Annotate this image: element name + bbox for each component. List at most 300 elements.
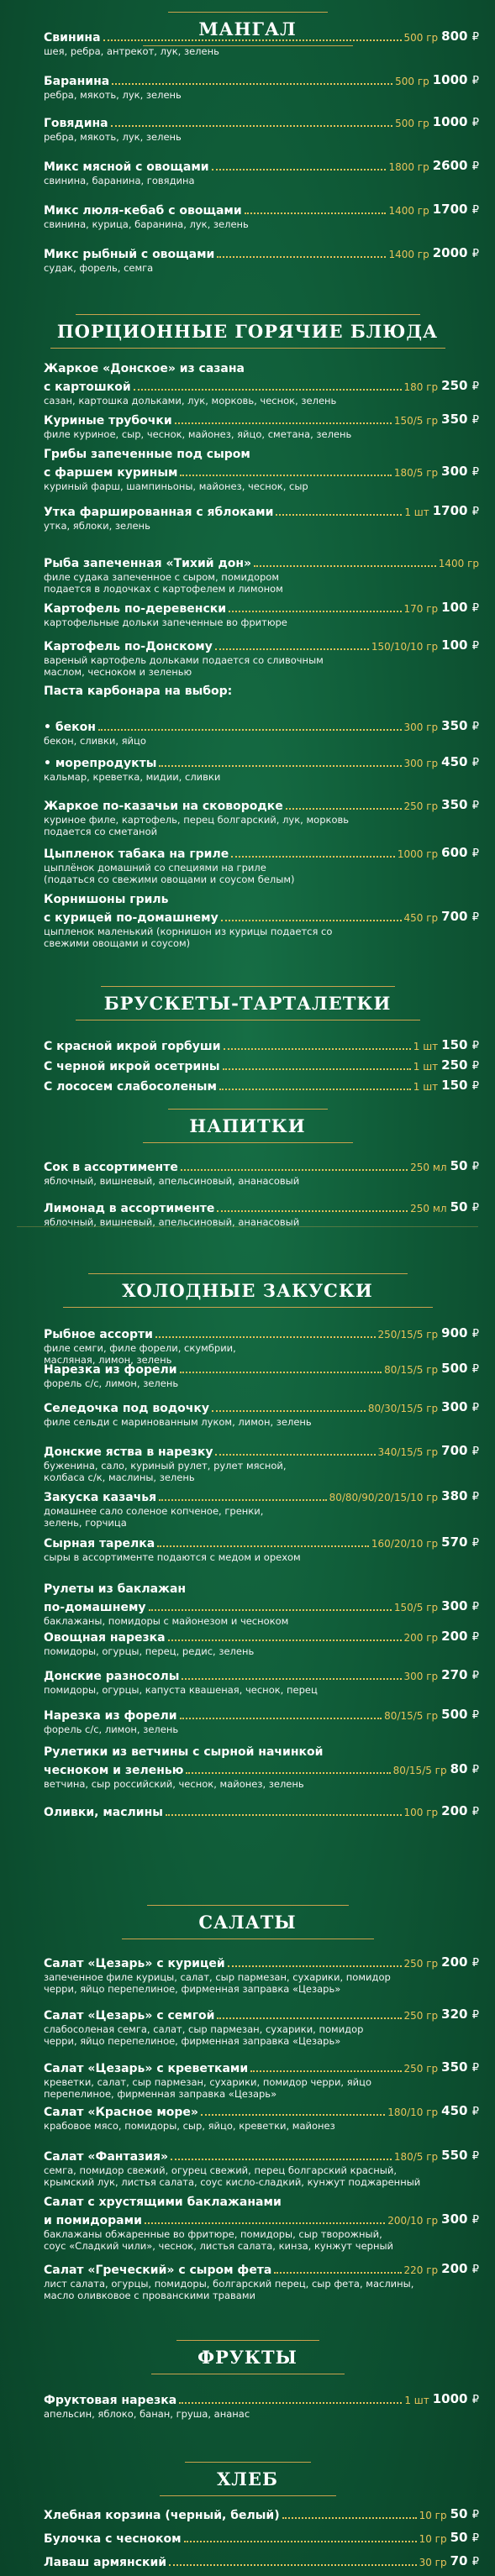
item-name: с курицей по-домашнему [44,911,219,925]
dot-leader [229,611,401,612]
price-value: 700 [441,909,468,924]
item-weight: 250 гр [403,1958,439,1970]
item-price [450,2506,479,2523]
item-weight: 340/15/5 гр [377,1446,439,1458]
dot-leader [169,2564,416,2566]
menu-item [44,1198,479,1228]
item-description: крабовое мясо, помидоры, сыр, яйцо, креветки, майонез [44,2120,335,2132]
dot-leader [111,125,392,127]
item-description: слабосоленая семга, салат, сыр пармезан, сухарики, помидор [44,2023,364,2035]
price-value: 300 [441,1399,468,1414]
currency-symbol: ₽ [471,911,479,924]
menu-item [44,2101,479,2132]
item-weight: 150/5 гр [393,415,439,427]
item-title-row [44,1157,479,1175]
item-price [433,158,479,175]
item-price [441,412,479,428]
menu-item [44,1705,479,1735]
currency-symbol: ₽ [471,640,479,653]
section-divider [17,1226,478,1227]
price-value: 350 [441,797,468,812]
item-name: Салат «Цезарь» с курицей [44,1957,225,1970]
item-description: запеченное филе курицы, салат, сыр пармезан, сухарики, помидор [44,1971,391,1983]
item-price [433,245,479,262]
item-name: Микс рыбный с овощами [44,248,215,261]
item-name: Овощная нарезка [44,1631,166,1645]
dot-leader [103,39,402,41]
price-value: 200 [441,1954,468,1970]
item-weight: 200 гр [403,1632,439,1644]
dot-leader [186,1772,390,1774]
price-value: 1000 [432,2391,468,2406]
item-price [433,2391,479,2408]
item-description: шея, ребра, антрекот, лук, зелень [44,45,219,57]
heading-rule-bottom [160,2495,336,2496]
item-description: подается со сметаной [44,826,158,837]
item-title-row [44,1441,479,1460]
item-weight: 500 гр [395,118,429,129]
currency-symbol: ₽ [471,1601,479,1613]
item-title-row [44,1036,479,1054]
item-title-row [44,1198,479,1216]
price-value: 500 [441,1361,468,1376]
price-value: 50 [450,2530,468,2545]
section-title: БРУСКЕТЫ-ТАРТАЛЕТКИ [103,993,392,1014]
item-description: маслом, чесноком и зеленью [44,666,192,678]
item-weight: 80/15/5 гр [392,1765,447,1776]
item-weight: 250 гр [403,2063,439,2075]
item-description: куриный фарш, шампиньоны, майонез, чеснок, сыр [44,480,308,492]
item-name: Баранина [44,75,110,88]
section-title: ХЛЕБ [217,2468,278,2489]
currency-symbol: ₽ [471,1491,479,1503]
section-title: ФРУКТЫ [197,2347,298,2368]
item-title-row [44,753,479,771]
dot-leader [180,475,391,476]
item-description: филе семги, филе форели, скумбрии, [44,1342,236,1354]
menu-item [44,410,479,440]
menu-item [44,501,479,532]
item-weight: 10 гр [419,2510,447,2521]
item-weight: 1800 гр [388,161,429,173]
item-description: ветчина, сыр российский, чеснок, майонез, зелень [44,1778,304,1790]
item-price [450,1199,479,1216]
dot-leader [180,1372,382,1373]
item-name: Хлебная корзина (черный, белый) [44,2509,280,2522]
item-name: Салат с хрустящими баклажанами [44,2196,282,2209]
item-description: креветки, салат, сыр пармезан, сухарики, помидор черри, яйцо [44,2076,371,2088]
item-name: С черной икрой осетрины [44,1060,220,1073]
dot-leader [215,648,369,650]
item-price [441,2007,479,2023]
item-name: Сырная тарелка [44,1537,155,1550]
dot-leader [274,2272,401,2274]
item-title-row [44,598,479,616]
item-description: лист салата, огурцы, помидоры, болгарский перец, сыр фета, маслины, [44,2278,414,2290]
menu-item [44,1036,479,1054]
item-description: картофельные дольки запеченные во фритюре [44,616,287,628]
price-value: 500 [441,1707,468,1722]
item-title-row [44,1666,479,1684]
item-title-row [44,71,479,89]
item-price [441,1488,479,1505]
item-weight: 180/5 гр [393,2151,439,2163]
item-description: цыпленок маленький (корнишон из курицы подается со [44,926,333,937]
menu-item [44,1627,479,1657]
currency-symbol: ₽ [471,31,479,44]
item-name: с картошкой [44,380,131,394]
item-title-row [44,1627,479,1645]
item-weight: 1400 гр [388,205,429,217]
item-title-row [44,2058,479,2076]
dot-leader [221,920,402,921]
currency-symbol: ₽ [471,160,479,173]
item-title-row [44,907,479,926]
subheading: Паста карбонара на выбор: [44,685,233,698]
item-name: С лососем слабосоленым [44,1080,217,1094]
item-title-row [44,1487,479,1505]
menu-item [44,2005,479,2047]
price-value: 380 [441,1488,468,1503]
menu-item [44,1802,479,1820]
price-value: 450 [441,754,468,769]
menu-item [44,361,479,407]
dot-leader [181,1169,408,1171]
item-name: Говядина [44,117,108,130]
currency-symbol: ₽ [471,1202,479,1215]
item-title-row [44,2101,479,2120]
price-value: 350 [441,718,468,733]
price-value: 150 [441,1078,468,1093]
menu-item [44,1056,479,1074]
price-value: 350 [441,412,468,427]
item-name: Жаркое «Донское» из сазана [44,362,245,375]
menu-item [44,2505,479,2523]
item-price [441,1325,479,1342]
price-value: 50 [450,1158,468,1173]
item-title-row [44,1398,479,1416]
dot-leader [217,1210,408,1212]
price-value: 600 [441,845,468,860]
item-name: Фруктовая нарезка [44,2394,177,2407]
item-description: помидоры, огурцы, перец, редис, зелень [44,1645,255,1657]
currency-symbol: ₽ [471,1402,479,1414]
price-value: 200 [441,1629,468,1644]
item-title-row [44,27,479,45]
item-title-row [44,2146,479,2164]
price-value: 200 [441,1803,468,1818]
menu-item [44,2259,479,2301]
item-title-row [44,113,479,131]
item-title-row [44,1802,479,1820]
item-weight: 500 гр [395,76,429,87]
item-description: сазан, картошка дольками, лук, морковь, чеснок, зелень [44,395,337,407]
price-value: 1000 [432,72,468,87]
item-title-row [44,1324,479,1342]
section-heading-drinks [0,1104,495,1154]
dot-leader [134,389,402,391]
item-name: по-домашнему [44,1601,146,1614]
item-name: Салат «Греческий» с сыром фета [44,2264,272,2277]
item-name: Рулеты из баклажан [44,1582,187,1596]
item-title-row [44,1953,479,1971]
item-weight: 250 гр [403,800,439,812]
item-name: Закуска казачья [44,1491,157,1504]
item-description: крымский лук, листья салата, соус кисло-сладкий, кунжут поджаренный [44,2176,421,2188]
menu-item [44,1398,479,1428]
item-weight: 300 гр [403,721,439,733]
item-title-row [44,501,479,520]
item-title-row [44,2552,479,2570]
item-weight: 500 гр [403,32,439,44]
currency-symbol: ₽ [471,1060,479,1073]
item-name: и помидорами [44,2214,142,2227]
dot-leader [157,1545,369,1547]
item-weight: 1 шт [404,506,429,518]
item-weight: 1000 гр [397,848,439,860]
currency-symbol: ₽ [471,117,479,129]
section-title: МАНГАЛ [198,18,297,39]
menu-item [44,2552,479,2570]
item-weight: 1400 гр [438,558,479,569]
item-description: филе куриное, сыр, чеснок, майонез, яйцо, сметана, зелень [44,428,352,440]
item-price [441,1629,479,1645]
currency-symbol: ₽ [471,1445,479,1458]
item-price [441,1667,479,1684]
item-title-row [44,2528,479,2547]
item-price [450,2553,479,2570]
item-weight: 100 гр [403,1807,439,1818]
item-price [441,2148,479,2164]
currency-symbol: ₽ [471,2394,479,2406]
dot-leader [171,2159,392,2160]
item-description: свинина, курица, баранина, лук, зелень [44,218,249,230]
heading-rule-bottom [143,1142,353,1143]
item-title-row [44,843,479,862]
item-price [441,1535,479,1551]
item-price [450,2530,479,2547]
item-name: Свинина [44,31,101,45]
item-description: подается в лодочках с картофелем и лимоном [44,583,283,595]
item-description: апельсин, яблоко, банан, груша, ананас [44,2408,250,2420]
menu-item [44,1582,479,1627]
item-description: филе сельди с маринованным луком, лимон, зелень [44,1416,312,1428]
item-weight: 10 гр [419,2533,447,2545]
item-name: Картофель по-Донскому [44,640,213,653]
item-name: Оливки, маслины [44,1806,163,1819]
item-title-row [44,410,479,428]
item-title-row [44,376,479,395]
menu-item [44,2195,479,2252]
section-title: САЛАТЫ [198,1912,297,1933]
item-description: судак, форель, семга [44,262,154,274]
item-price [441,1707,479,1723]
item-description: яблочный, вишневый, апельсиновый, ананасовый [44,1216,300,1228]
item-weight: 180/5 гр [393,467,439,479]
item-price [441,1399,479,1416]
menu-item [44,1359,479,1389]
item-description: форель с/с, лимон, зелень [44,1723,179,1735]
item-weight: 80/30/15/5 гр [367,1403,439,1414]
price-value: 700 [441,1443,468,1458]
item-weight: 30 гр [419,2557,447,2568]
item-weight: 160/20/10 гр [371,1538,439,1550]
dot-leader [112,83,392,85]
item-name: Куриные трубочки [44,414,172,428]
price-value: 70 [450,2553,468,2568]
currency-symbol: ₽ [471,721,479,733]
currency-symbol: ₽ [471,1363,479,1376]
currency-symbol: ₽ [471,1631,479,1644]
item-weight: 250 мл [410,1203,447,1215]
menu-item [44,716,479,747]
currency-symbol: ₽ [471,757,479,769]
item-title-row [44,1760,479,1778]
item-price [441,1078,479,1094]
item-price [433,72,479,89]
item-weight: 220 гр [403,2264,439,2276]
item-name: Картофель по-деревенски [44,602,227,616]
menu-item [44,71,479,101]
section-title: ПОРЦИОННЫЕ ГОРЯЧИЕ БЛЮДА [56,321,439,342]
item-title-row [44,2210,479,2228]
item-price [441,1443,479,1460]
dot-leader [286,808,402,810]
menu-item [44,1533,479,1563]
item-description: колбаса с/к, маслины, зелень [44,1472,195,1483]
item-weight: 200/10 гр [387,2215,439,2227]
price-value: 2600 [432,158,468,173]
price-value: 2000 [432,245,468,260]
dot-leader [175,422,392,424]
menu-item [44,1441,479,1483]
item-title-row [44,1597,479,1615]
price-value: 200 [441,2261,468,2276]
item-price [441,1954,479,1971]
currency-symbol: ₽ [471,847,479,860]
dot-leader [224,1048,411,1050]
item-description: кальмар, креветка, мидии, сливки [44,771,221,783]
item-description: черри, яйцо перепелиное, фирменная заправка «Цезарь» [44,2035,341,2047]
item-price [441,1057,479,1074]
item-price [450,1158,479,1175]
price-value: 270 [441,1667,468,1682]
item-price [441,1803,479,1820]
dot-leader [159,1499,326,1501]
dot-leader [254,565,436,567]
dot-leader [155,1336,376,1338]
heading-rule-top [168,12,328,13]
item-weight: 80/80/90/20/15/10 гр [329,1492,439,1503]
dot-leader [149,1609,392,1611]
item-title-row [44,156,479,175]
item-name: Салат «Цезарь» с семгой [44,2009,215,2023]
item-description: соус «Сладкий чили», чеснок, листья салата, кинза, кунжут черный [44,2240,394,2252]
currency-symbol: ₽ [471,2556,479,2568]
section-heading-salads [0,1900,495,1950]
item-name: Лимонад в ассортименте [44,1202,215,1215]
dot-leader [223,1068,411,1070]
section-heading-bread [0,2457,495,2507]
price-value: 80 [450,1761,468,1776]
heading-rule-top [147,1905,349,1906]
menu-item [44,553,479,595]
menu-item [44,2146,479,2188]
item-title-row [44,1705,479,1723]
price-value: 300 [441,2211,468,2227]
item-description: куриное филе, картофель, перец болгарский, лук, морковь [44,814,350,826]
menu-item [44,795,479,837]
item-weight: 450 гр [403,912,439,924]
item-title-row [44,2005,479,2023]
item-weight: 250/15/5 гр [377,1329,439,1340]
item-weight: 80/15/5 гр [384,1710,439,1722]
item-weight: 1 шт [413,1041,439,1052]
item-weight: 180/10 гр [387,2106,439,2118]
item-title-row [44,636,479,654]
dot-leader [184,2541,417,2542]
item-description: масляная, лимон, зелень [44,1354,172,1366]
menu-item [44,1487,479,1529]
menu-item [44,753,479,783]
item-title-row [44,244,479,262]
item-price [441,378,479,395]
price-value: 100 [441,600,468,615]
item-name: Донские разносолы [44,1670,180,1683]
item-description: филе судака запеченное с сыром, помидором [44,571,279,583]
item-description: ребра, мякоть, лук, зелень [44,131,182,143]
heading-rule-top [101,986,395,987]
item-weight: 80/15/5 гр [384,1364,439,1376]
item-description: свежими овощами и соусом) [44,937,191,949]
item-price [441,754,479,771]
item-weight: 180 гр [403,381,439,393]
currency-symbol: ₽ [471,1328,479,1340]
price-value: 550 [441,2148,468,2163]
item-name: чесноком и зеленью [44,1764,184,1777]
item-description: домашнее сало соленое копченое, гренки, [44,1505,264,1517]
item-description: утка, яблоки, зелень [44,520,150,532]
menu-item [44,113,479,143]
dot-leader [212,1410,366,1412]
item-name: Салат «Фантазия» [44,2150,168,2164]
price-value: 800 [441,29,468,44]
heading-rule-bottom [63,1307,433,1308]
item-name: с фаршем куриным [44,466,178,480]
dot-leader [217,256,386,258]
item-price [450,1761,479,1778]
item-weight: 1 шт [413,1081,439,1093]
item-title-row [44,2259,479,2278]
menu-item [44,892,479,949]
item-weight: 170 гр [403,603,439,615]
item-weight: 1 шт [404,2395,429,2406]
item-name: Рулетики из ветчины с сырной начинкой [44,1745,324,1759]
currency-symbol: ₽ [471,1957,479,1970]
item-price [441,718,479,735]
item-weight: 250 гр [403,2010,439,2022]
dot-leader [179,2402,402,2404]
menu-item [44,2528,479,2547]
item-description: (податься со свежими овощами и соусом белым) [44,874,295,885]
item-description: яблочный, вишневый, апельсиновый, ананасовый [44,1175,300,1187]
item-title-row [44,2505,479,2523]
section-heading-fruits [0,2335,495,2385]
price-value: 1700 [432,503,468,518]
heading-rule-top [176,2340,319,2341]
item-weight: 1 шт [413,1061,439,1073]
item-name: Грибы запеченные под сыром [44,448,250,461]
